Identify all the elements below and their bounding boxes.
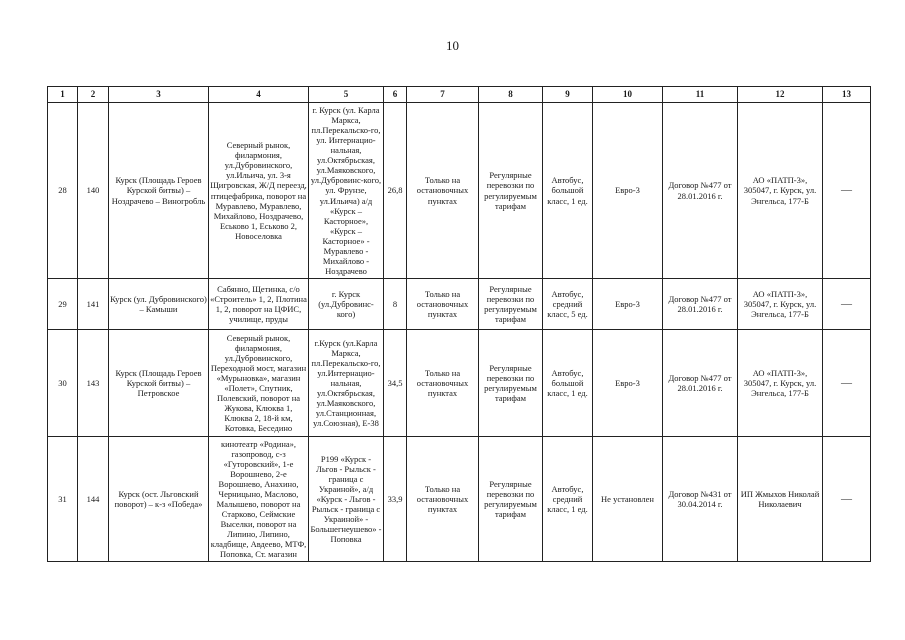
cell-boarding-procedure: Только на остановочных пунктах [407, 279, 479, 330]
cell-vehicle: Автобус, средний класс, 5 ед. [543, 279, 593, 330]
cell-contract: Договор №431 от 30.04.2014 г. [663, 437, 738, 562]
cell-row-number: 31 [48, 437, 78, 562]
cell-eco-class: Евро-3 [593, 279, 663, 330]
cell-streets: г.Курск (ул.Карла Маркса, пл.Перекальско-го, ул.Интернацио-нальная, ул.Октябрьская, ул.Маяковского, ул.Станционная, ул.Союзная), Е-38 [309, 330, 384, 437]
cell-row-number: 28 [48, 103, 78, 279]
table-row [48, 330, 871, 437]
cell-vehicle: Автобус, средний класс, 1 ед. [543, 437, 593, 562]
column-header-9: 9 [543, 87, 593, 103]
cell-route-name: Курск (ост. Льговский поворот) – к-з «Победа» [109, 437, 209, 562]
column-header-8: 8 [479, 87, 543, 103]
cell-row-number: 29 [48, 279, 78, 330]
cell-stops: Северный рынок, филармония, ул.Дубровинского, ул.Ильича, ул. 3-я Щигровская, Ж/Д переезд, птицефабрика, поворот на Муравлево, Муравлево, Михайлово, Ноздрачево, Еськово 1, Еськово 2, Новоселовка [209, 103, 309, 279]
column-header-10: 10 [593, 87, 663, 103]
cell-length: 26,8 [384, 103, 407, 279]
cell-contract: Договор №477 от 28.01.2016 г. [663, 279, 738, 330]
cell-length: 8 [384, 279, 407, 330]
cell-contract: Договор №477 от 28.01.2016 г. [663, 330, 738, 437]
cell-carrier: АО «ПАТП-3», 305047, г. Курск, ул. Энгельса, 177-Б [738, 330, 823, 437]
cell-stops: кинотеатр «Родина», газопровод, с-з «Гуторовский», 1-е Ворошнево, 2-е Ворошнево, Анахино, Черницыно, Маслово, Малышево, поворот на Старково, Сеймские Выселки, поворот на Липино, Липино, кладбище, Авдеево, МТФ, Поповка, Ст. магазин [209, 437, 309, 562]
cell-transport-type: Регулярные перевозки по регулируемым тарифам [479, 279, 543, 330]
cell-route-number: 143 [78, 330, 109, 437]
route-register-table [47, 86, 871, 562]
cell-eco-class: Не установлен [593, 437, 663, 562]
cell-transport-type: Регулярные перевозки по регулируемым тарифам [479, 437, 543, 562]
cell-streets: Р199 «Курск - Льгов - Рыльск - граница с Украиной», а/д «Курск - Льгов - Рыльск - граница с Украиной» - Большегнеушево» - Поповка [309, 437, 384, 562]
cell-streets: г. Курск (ул. Карла Маркса, пл.Перекальско-го, ул. Интернацио-нальная, ул.Октябрьская, ул.Маяковского, ул.Дубровинс-кого, ул. Фрунзе, ул.Ильича) а/д «Курск – Касторное», «Курск – Касторное» - Муравлево - Михайлово - Ноздрачево [309, 103, 384, 279]
cell-carrier: ИП Жмыхов Николай Николаевич [738, 437, 823, 562]
column-header-12: 12 [738, 87, 823, 103]
cell-streets: г. Курск (ул.Дубровинс-кого) [309, 279, 384, 330]
cell-eco-class: Евро-3 [593, 330, 663, 437]
column-header-4: 4 [209, 87, 309, 103]
cell-notes: — [823, 330, 871, 437]
header-row [48, 87, 871, 103]
cell-carrier: АО «ПАТП-3», 305047, г. Курск, ул. Энгельса, 177-Б [738, 103, 823, 279]
cell-boarding-procedure: Только на остановочных пунктах [407, 330, 479, 437]
cell-vehicle: Автобус, большой класс, 1 ед. [543, 330, 593, 437]
cell-route-name: Курск (Площадь Героев Курской битвы) – Петровское [109, 330, 209, 437]
column-header-3: 3 [109, 87, 209, 103]
column-header-7: 7 [407, 87, 479, 103]
cell-route-number: 141 [78, 279, 109, 330]
cell-transport-type: Регулярные перевозки по регулируемым тарифам [479, 330, 543, 437]
cell-eco-class: Евро-3 [593, 103, 663, 279]
page-number: 10 [446, 38, 459, 53]
cell-notes: — [823, 279, 871, 330]
cell-stops: Сабянно, Щетинка, с/о «Строитель» 1, 2, Плотина 1, 2, поворот на ЦФИС, училище, пруды [209, 279, 309, 330]
cell-contract: Договор №477 от 28.01.2016 г. [663, 103, 738, 279]
column-header-11: 11 [663, 87, 738, 103]
cell-route-number: 144 [78, 437, 109, 562]
cell-boarding-procedure: Только на остановочных пунктах [407, 103, 479, 279]
table-row [48, 103, 871, 279]
column-header-6: 6 [384, 87, 407, 103]
table-row [48, 279, 871, 330]
column-header-1: 1 [48, 87, 78, 103]
cell-row-number: 30 [48, 330, 78, 437]
cell-vehicle: Автобус, большой класс, 1 ед. [543, 103, 593, 279]
column-header-2: 2 [78, 87, 109, 103]
cell-boarding-procedure: Только на остановочных пунктах [407, 437, 479, 562]
column-header-13: 13 [823, 87, 871, 103]
cell-notes: — [823, 437, 871, 562]
cell-route-name: Курск (Площадь Героев Курской битвы) – Ноздрачево – Виногробль [109, 103, 209, 279]
column-header-5: 5 [309, 87, 384, 103]
table-row [48, 437, 871, 562]
cell-notes: — [823, 103, 871, 279]
cell-stops: Северный рынок, филармония, ул.Дубровинского, Переходной мост, магазин «Мурыновка», магазин «Полет», Спутник, Полевский, поворот на Жукова, Клюква 1, Клюква 2, 18-й км, Котовка, Бесединo [209, 330, 309, 437]
cell-transport-type: Регулярные перевозки по регулируемым тарифам [479, 103, 543, 279]
cell-length: 34,5 [384, 330, 407, 437]
cell-route-number: 140 [78, 103, 109, 279]
cell-route-name: Курск (ул. Дубровинского) – Камыши [109, 279, 209, 330]
cell-carrier: АО «ПАТП-3», 305047, г. Курск, ул. Энгельса, 177-Б [738, 279, 823, 330]
cell-length: 33,9 [384, 437, 407, 562]
